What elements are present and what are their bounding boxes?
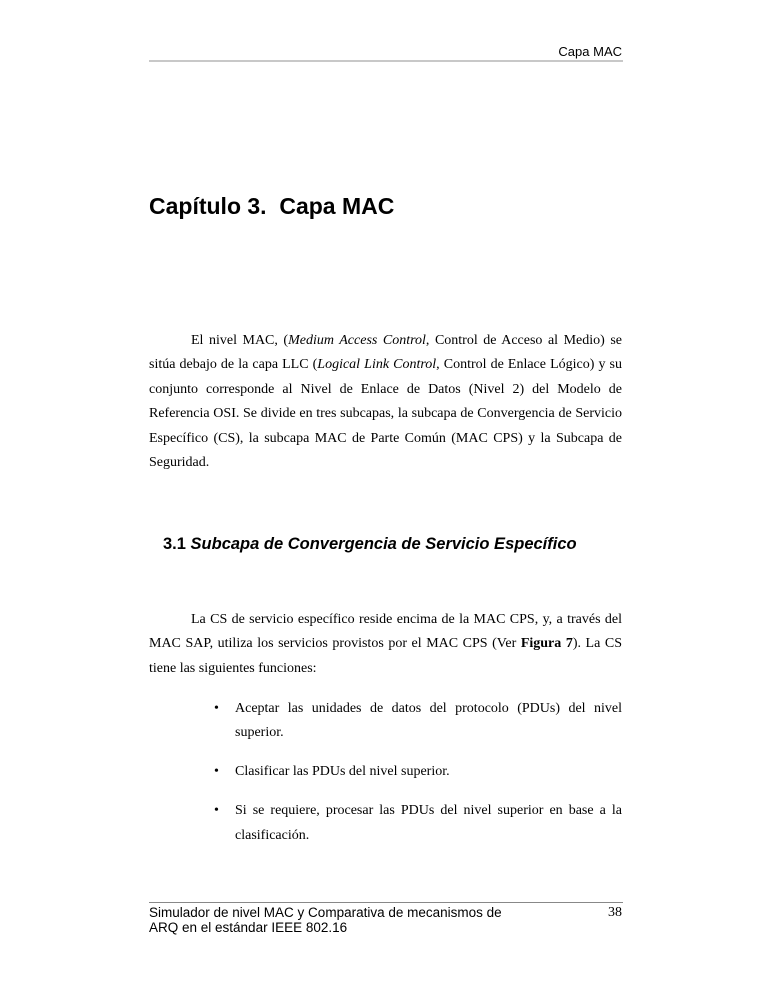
italic-term: Logical Link Control <box>317 357 437 373</box>
page-number: 38 <box>608 905 622 920</box>
list-item <box>149 697 622 746</box>
footer-line-1: Simulador de nivel MAC y Comparativa de mecanismos de <box>149 905 502 920</box>
bullet-icon: • <box>214 803 219 819</box>
intro-paragraph <box>149 329 622 475</box>
figure-reference: Figura 7 <box>520 636 573 652</box>
section-number: 3.1 <box>163 535 186 553</box>
footer-rule <box>149 902 623 903</box>
footer-text <box>149 905 549 935</box>
list-item-text: Aceptar las unidades de datos del protocolo (PDUs) del nivel superior. <box>235 701 622 741</box>
list-item-text: Si se requiere, procesar las PDUs del nivel superior en base a la clasificación. <box>235 803 622 843</box>
section-paragraph <box>149 608 622 681</box>
text: El nivel MAC, ( <box>191 333 289 348</box>
section-heading <box>163 535 577 554</box>
section-title: Subcapa de Convergencia de Servicio Específico <box>190 535 577 553</box>
bullet-icon: • <box>214 764 219 780</box>
text: La CS de servicio específico reside encima de la MAC CPS, y, a través del MAC SAP, utiliza los servicios provistos por el MAC CPS (Ver <box>149 612 622 652</box>
text: , Control de Acceso al Medio) se sitúa debajo de la capa LLC ( <box>149 333 623 373</box>
list-item-text: Clasificar las PDUs del nivel superior. <box>235 764 450 780</box>
chapter-title: Capítulo 3. Capa MAC <box>149 193 395 219</box>
functions-list <box>149 697 622 863</box>
running-header: Capa MAC <box>558 44 622 59</box>
list-item <box>149 799 622 848</box>
text: ). La CS tiene las siguientes funciones: <box>149 636 623 676</box>
bullet-icon: • <box>214 701 219 716</box>
italic-term: Medium Access Control <box>288 333 426 348</box>
footer-line-2: ARQ en el estándar IEEE 802.16 <box>149 920 348 935</box>
list-item <box>149 760 622 784</box>
text: , Control de Enlace Lógico) y su conjunto corresponde al Nivel de Enlace de Datos (Nivel 2) del Modelo de Referencia OSI. Se divide en tres subcapas, la subcapa de Convergencia de Servicio Específico (CS), la subcapa MAC de Parte Común (MAC CPS) y la Subcapa de Seguridad. <box>149 357 622 471</box>
header-rule <box>149 60 623 62</box>
